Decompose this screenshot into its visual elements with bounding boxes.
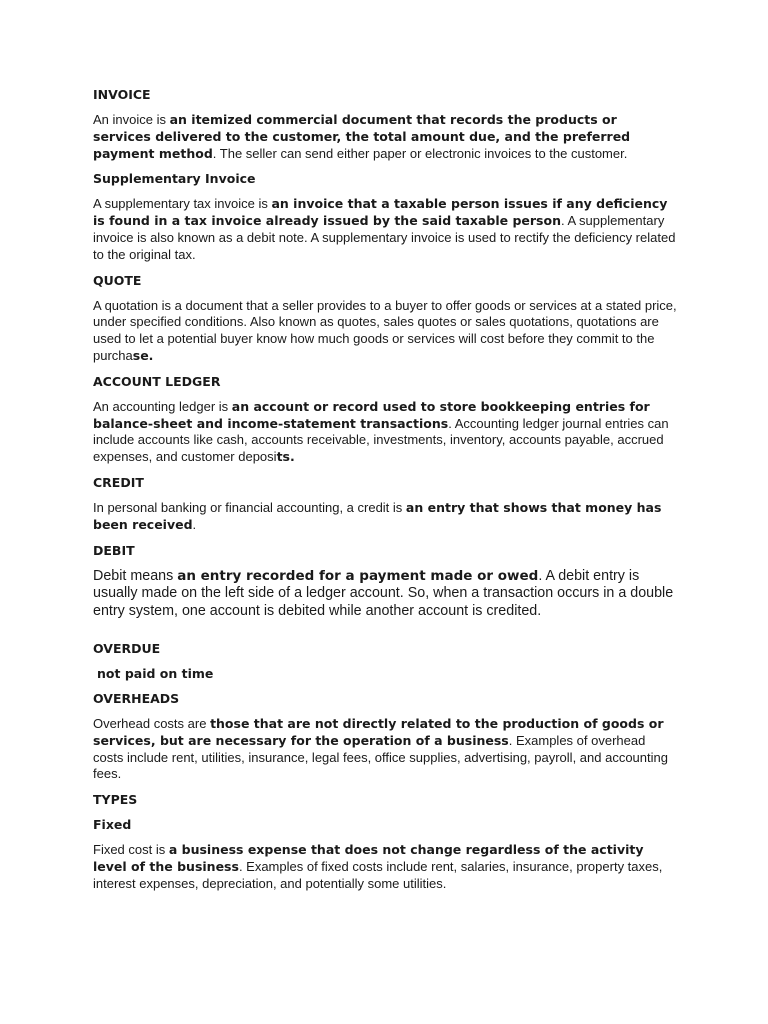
bold-run: a business expense that does not change regardless of the activity level of the business — [93, 842, 644, 874]
bold-run: an entry recorded for a payment made or owed — [177, 567, 539, 584]
heading-invoice: INVOICE — [93, 87, 151, 102]
paragraph-overheads — [93, 716, 678, 783]
heading-debit: DEBIT — [93, 542, 135, 558]
heading-overdue: OVERDUE — [93, 640, 161, 656]
text-run: . A debit entry is usually made on the left side of a ledger account. So, when a transaction occurs in a double entry system, one account is debited while another account is credited. — [93, 567, 674, 620]
heading-supplementary-invoice: Supplementary Invoice — [93, 171, 256, 187]
text-run: In personal banking or financial accounting, a credit is — [93, 499, 406, 515]
bold-run: an itemized commercial document that records the products or services delivered to the customer, the total amount due, and the preferred payment method — [93, 112, 631, 161]
paragraph-fixed — [93, 842, 678, 892]
text-run: . A supplementary invoice is also known as a debit note. A supplementary invoice is used to rectify the deficiency related to the original tax. — [93, 213, 676, 262]
paragraph-debit — [93, 568, 678, 621]
text-run: Overhead costs are — [93, 715, 211, 731]
text-run: A quotation is a document that a seller provides to a buyer to offer goods or services at a stated price, under specified conditions. Also known as quotes, sales quotes or sales quotations, quotations are used to let a potential buyer know how much goods or services will cost before they commit to the purcha — [93, 297, 677, 363]
heading-overheads: OVERHEADS — [93, 690, 180, 706]
heading-quote: QUOTE — [93, 272, 142, 288]
bold-run: an invoice that a taxable person issues if any deficiency is found in a tax invoice already issued by the said taxable person — [93, 196, 668, 229]
text-run: An invoice is — [93, 112, 170, 127]
paragraph-quote — [93, 298, 678, 365]
paragraph-account-ledger — [93, 399, 678, 466]
paragraph-supplementary-invoice — [93, 196, 678, 263]
bold-run: an entry that shows that money has been received — [93, 499, 662, 532]
paragraph-overdue: not paid on time — [97, 665, 214, 681]
paragraph-invoice — [93, 112, 678, 162]
bold-run: se. — [132, 347, 154, 363]
text-run: . Accounting ledger journal entries can include accounts like cash, accounts receivable, investments, inventory, accounts payable, accrued expenses, and customer deposi — [93, 415, 669, 465]
text-run: . Examples of fixed costs include rent, salaries, insurance, property taxes, interest expenses, depreciation, and potentially some utilities. — [93, 858, 663, 891]
text-run: An accounting ledger is — [93, 398, 232, 414]
text-run: . — [192, 516, 197, 532]
heading-types: TYPES — [93, 792, 138, 808]
text-run: Debit means — [93, 567, 178, 584]
text-run: . Examples of overhead costs include rent, utilities, insurance, legal fees, office supplies, advertising, payroll, and accounting fees. — [93, 732, 668, 782]
bold-run: ts. — [276, 449, 295, 465]
heading-fixed: Fixed — [93, 817, 132, 833]
text-run: Fixed cost is — [93, 842, 169, 858]
heading-account-ledger: ACCOUNT LEDGER — [93, 373, 221, 389]
paragraph-credit — [93, 500, 678, 534]
text-run: A supplementary tax invoice is — [93, 196, 272, 212]
text-run: . The seller can send either paper or electronic invoices to the customer. — [212, 145, 628, 161]
heading-credit: CREDIT — [93, 474, 144, 490]
bold-run: an account or record used to store bookkeeping entries for balance-sheet and income-statement transactions — [93, 398, 650, 431]
bold-run: those that are not directly related to the production of goods or services, but are necessary for the operation of a business — [93, 715, 664, 748]
